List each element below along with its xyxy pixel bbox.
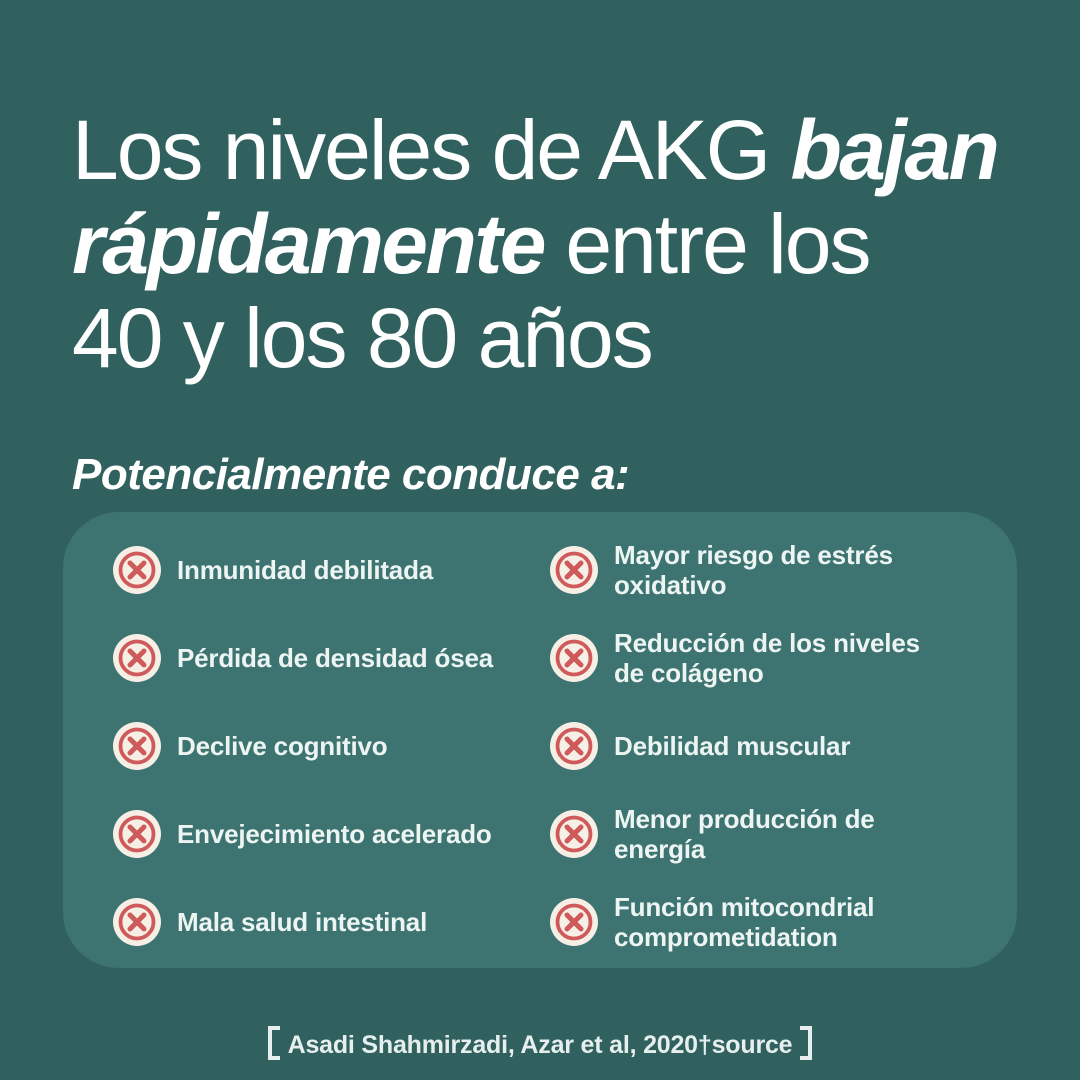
circle-x-icon	[550, 546, 598, 594]
list-item	[550, 614, 987, 702]
effect-label: Mala salud intestinal	[177, 907, 428, 937]
circle-x-icon	[113, 634, 161, 682]
effect-label: Mayor riesgo de estrés oxidativo	[614, 540, 893, 600]
headline-line1-emphasis: bajan	[790, 103, 998, 197]
effect-label: Debilidad muscular	[614, 731, 851, 761]
citation-text: Asadi Shahmirzadi, Azar et al, 2020†source	[287, 1031, 793, 1059]
headline	[72, 103, 997, 385]
left-lenticular-bracket-icon	[268, 1026, 280, 1060]
list-item	[550, 526, 987, 614]
right-lenticular-bracket-icon	[800, 1026, 812, 1060]
headline-line-2	[72, 197, 997, 291]
list-item	[113, 526, 550, 614]
list-item	[113, 790, 550, 878]
subtitle: Potencialmente conduce a:	[72, 450, 630, 499]
effects-panel	[63, 512, 1017, 968]
circle-x-icon	[113, 898, 161, 946]
headline-line3-text: 40 y los 80 años	[72, 291, 652, 385]
effect-label: Declive cognitivo	[177, 731, 388, 761]
circle-x-icon	[550, 634, 598, 682]
circle-x-icon	[550, 722, 598, 770]
circle-x-icon	[113, 722, 161, 770]
list-item	[550, 790, 987, 878]
headline-line-3	[72, 291, 997, 385]
circle-x-icon	[113, 810, 161, 858]
list-item	[550, 702, 987, 790]
effect-label: Reducción de los niveles de colágeno	[614, 628, 920, 688]
effect-label: Envejecimiento acelerado	[177, 819, 492, 849]
effect-label: Función mitocondrial comprometidation	[614, 892, 875, 952]
circle-x-icon	[113, 546, 161, 594]
list-item	[113, 878, 550, 966]
list-item	[113, 702, 550, 790]
headline-line2-regular: entre los	[544, 197, 870, 291]
circle-x-icon	[550, 810, 598, 858]
citation	[0, 1026, 1080, 1060]
effect-label: Inmunidad debilitada	[177, 555, 434, 585]
circle-x-icon	[550, 898, 598, 946]
list-item	[550, 878, 987, 966]
effect-label: Menor producción de energía	[614, 804, 875, 864]
headline-line1-regular: Los niveles de AKG	[72, 103, 791, 197]
headline-line2-emphasis: rápidamente	[72, 197, 544, 291]
list-item	[113, 614, 550, 702]
effect-label: Pérdida de densidad ósea	[177, 643, 493, 673]
headline-line-1	[72, 103, 997, 197]
